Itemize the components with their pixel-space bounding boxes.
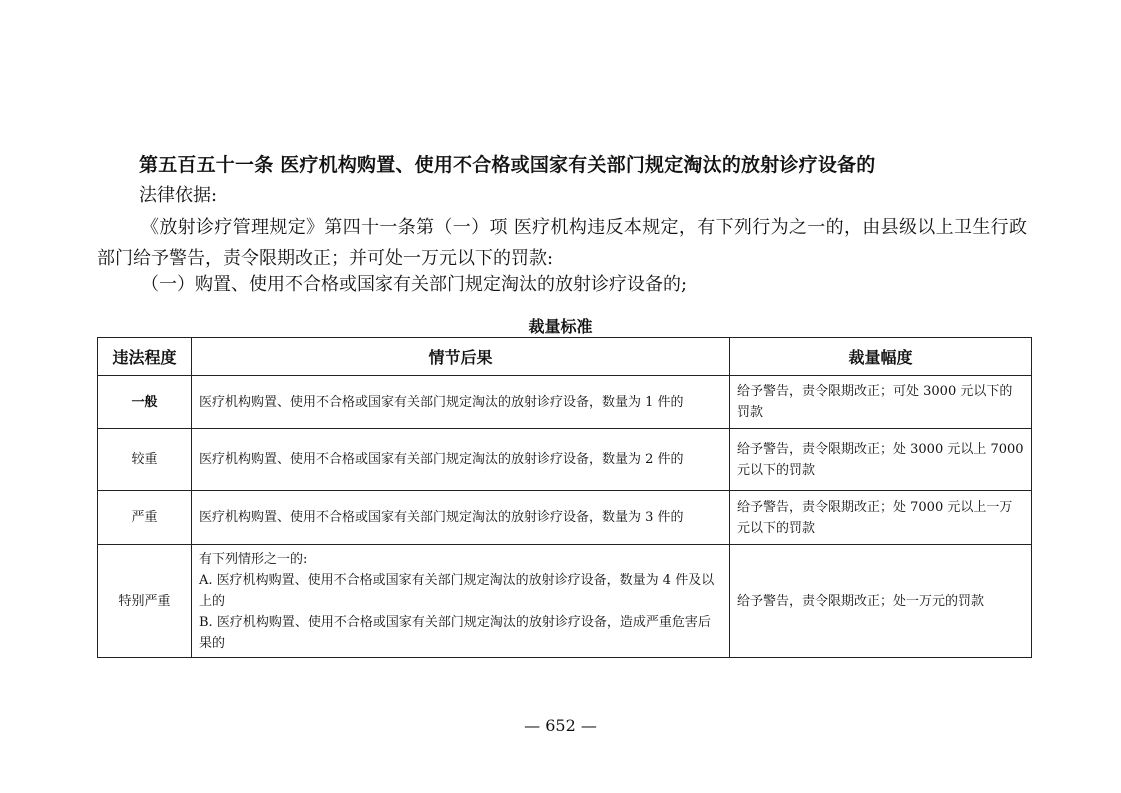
- table-row: [98, 491, 1032, 545]
- header-penalty-range: 裁量幅度: [730, 338, 1032, 376]
- circumstances-cell: 医疗机构购置、使用不合格或国家有关部门规定淘汰的放射诊疗设备，数量为 1 件的: [192, 376, 730, 429]
- discretion-standards-table: [97, 337, 1032, 658]
- table-row: [98, 376, 1032, 429]
- penalty-cell: 给予警告，责令限期改正；处 7000 元以上一万元以下的罚款: [730, 491, 1032, 545]
- violation-level-cell: 较重: [98, 429, 192, 491]
- penalty-cell: 给予警告，责令限期改正；处 3000 元以上 7000 元以下的罚款: [730, 429, 1032, 491]
- violation-level-cell: 特别严重: [98, 545, 192, 658]
- table-row: [98, 429, 1032, 491]
- table-header-row: [98, 338, 1032, 376]
- penalty-cell: 给予警告，责令限期改正；可处 3000 元以下的罚款: [730, 376, 1032, 429]
- table-caption: 裁量标准: [528, 317, 593, 336]
- violation-level-cell: 严重: [98, 491, 192, 545]
- legal-basis-item: （一）购置、使用不合格或国家有关部门规定淘汰的放射诊疗设备的;: [141, 274, 688, 295]
- header-violation-level: 违法程度: [98, 338, 192, 376]
- penalty-cell: 给予警告，责令限期改正；处一万元的罚款: [730, 545, 1032, 658]
- circumstances-cell: 医疗机构购置、使用不合格或国家有关部门规定淘汰的放射诊疗设备，数量为 2 件的: [192, 429, 730, 491]
- page-number: — 652 —: [524, 716, 597, 735]
- circumstances-cell: [192, 545, 730, 658]
- legal-basis-paragraph: 《放射诊疗管理规定》第四十一条第（一）项 医疗机构违反本规定，有下列行为之一的，由县级以上卫生行政部门给予警告，责令限期改正；并可处一万元以下的罚款:: [97, 217, 1027, 269]
- violation-level-cell: 一般: [98, 376, 192, 429]
- circumstances-cell: 医疗机构购置、使用不合格或国家有关部门规定淘汰的放射诊疗设备，数量为 3 件的: [192, 491, 730, 545]
- circumstance-intro: 有下列情形之一的:: [199, 551, 308, 567]
- circumstance-item-a: A. 医疗机构购置、使用不合格或国家有关部门规定淘汰的放射诊疗设备，数量为 4 件及以上的: [199, 572, 715, 609]
- legal-basis-label: 法律依据:: [139, 185, 218, 206]
- circumstance-item-b: B. 医疗机构购置、使用不合格或国家有关部门规定淘汰的放射诊疗设备，造成严重危害后果的: [199, 614, 711, 651]
- header-circumstances: 情节后果: [192, 338, 730, 376]
- table-row: [98, 545, 1032, 658]
- article-title: 第五百五十一条 医疗机构购置、使用不合格或国家有关部门规定淘汰的放射诊疗设备的: [139, 154, 876, 176]
